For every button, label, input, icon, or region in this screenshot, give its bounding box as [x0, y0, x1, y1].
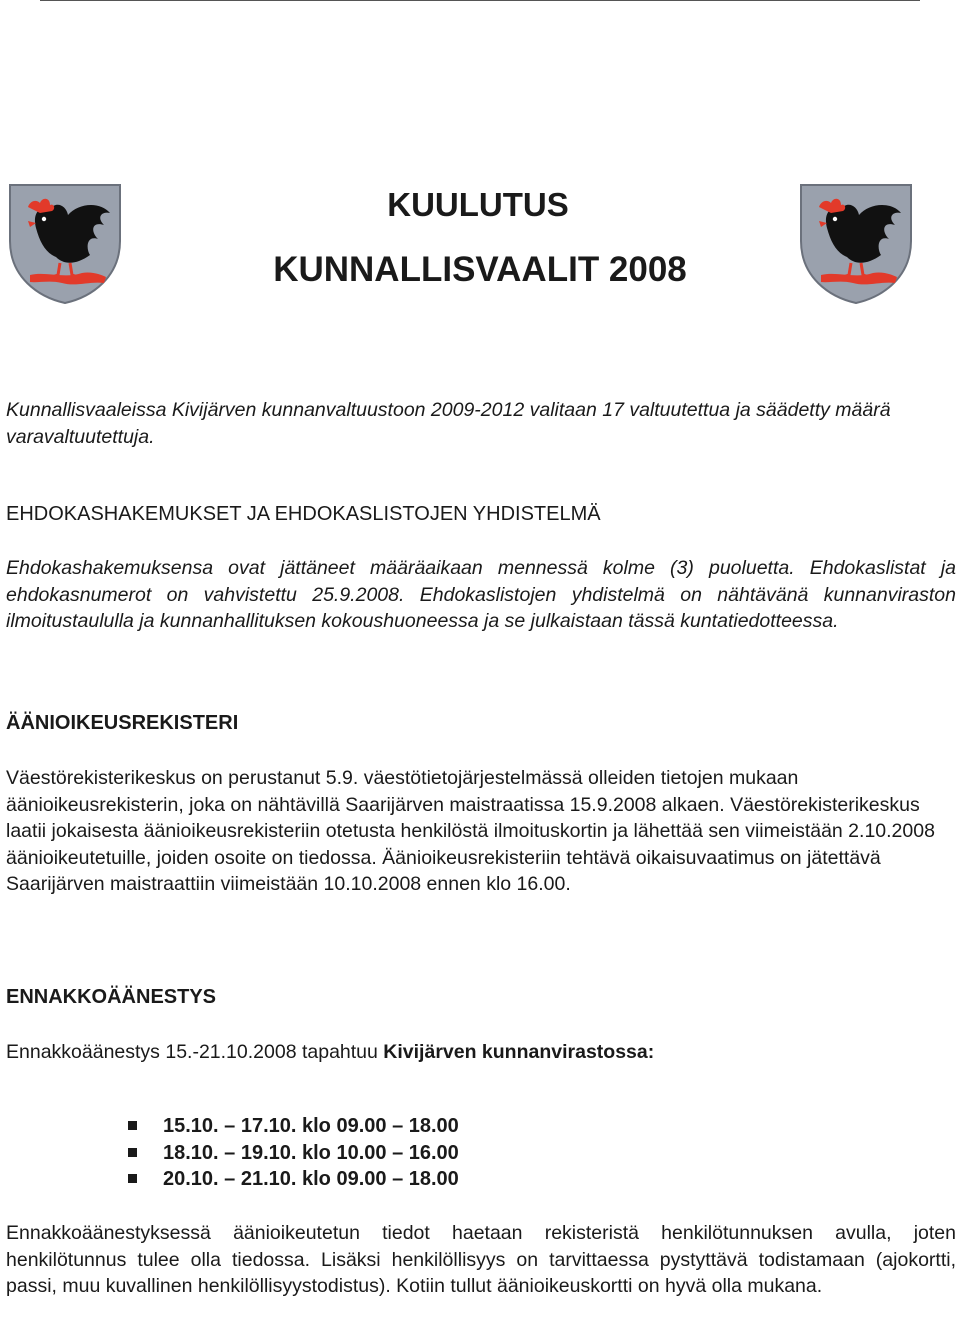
advance-voting-intro	[6, 1039, 956, 1066]
schedule-item: 20.10. – 21.10. klo 09.00 – 18.00	[128, 1166, 459, 1193]
page-subtitle: KUNNALLISVAALIT 2008	[273, 250, 687, 289]
register-heading: ÄÄNIOIKEUSREKISTERI	[6, 712, 239, 734]
closing-paragraph: Ennakkoäänestyksessä äänioikeutetun tiedot haetaan rekisteristä henkilötunnuksen avulla, joten henkilötunnus tulee olla tiedossa. Lisäksi henkilöllisyys on tarvittaessa pystyttävä todistamaan (ajokortti, passi, muu kuvallinen henkilöllisyystodistus). Kotiin tullut äänioikeuskortti on hyvä olla mukana.	[6, 1222, 956, 1297]
top-rule	[40, 0, 920, 1]
candidates-paragraph: Ehdokashakemuksensa ovat jättäneet määräaikaan mennessä kolme (3) puoluetta. Ehdokaslistat ja ehdokasnumerot on vahvistettu 25.9.2008. Ehdokaslistojen yhdistelmä on nähtävänä kunnanviraston ilmoitustaululla ja kunnanhallituksen kokoushuoneessa ja se julkaistaan tässä kuntatiedotteessa.	[6, 557, 956, 632]
schedule-item: 18.10. – 19.10. klo 10.00 – 16.00	[128, 1140, 459, 1167]
candidates-heading: EHDOKASHAKEMUKSET JA EHDOKASLISTOJEN YHDISTELMÄ	[6, 503, 601, 525]
page-title: KUULUTUS	[387, 186, 569, 223]
schedule-list	[128, 1113, 459, 1193]
advance-voting-location: Kivijärven kunnanvirastossa:	[383, 1041, 655, 1063]
intro-paragraph: Kunnallisvaaleissa Kivijärven kunnanvaltuustoon 2009-2012 valitaan 17 valtuutettua ja säädetty määrä varavaltuutettuja.	[6, 399, 891, 448]
schedule-item: 15.10. – 17.10. klo 09.00 – 18.00	[128, 1113, 459, 1140]
advance-voting-intro-text: Ennakkoäänestys 15.-21.10.2008 tapahtuu	[6, 1041, 384, 1063]
register-paragraph: Väestörekisterikeskus on perustanut 5.9. väestötietojärjestelmässä olleiden tietojen mukaan äänioikeusrekisterin, joka on nähtävillä Saarijärven maistraatissa 15.9.2008 alkaen. Väestörekisterikeskus laatii jokaisesta äänioikeusrekisteriin otetusta henkilöstä ilmoituskortin ja lähettää sen viimeistään 2.10.2008 äänioikeutetuille, joiden osoite on tiedossa. Äänioikeusrekisteriin tehtävä oikaisuvaatimus on jätettävä Saarijärven maistraattiin viimeistään 10.10.2008 ennen klo 16.00.	[6, 767, 935, 895]
advance-voting-heading: ENNAKKOÄÄNESTYS	[6, 986, 217, 1008]
